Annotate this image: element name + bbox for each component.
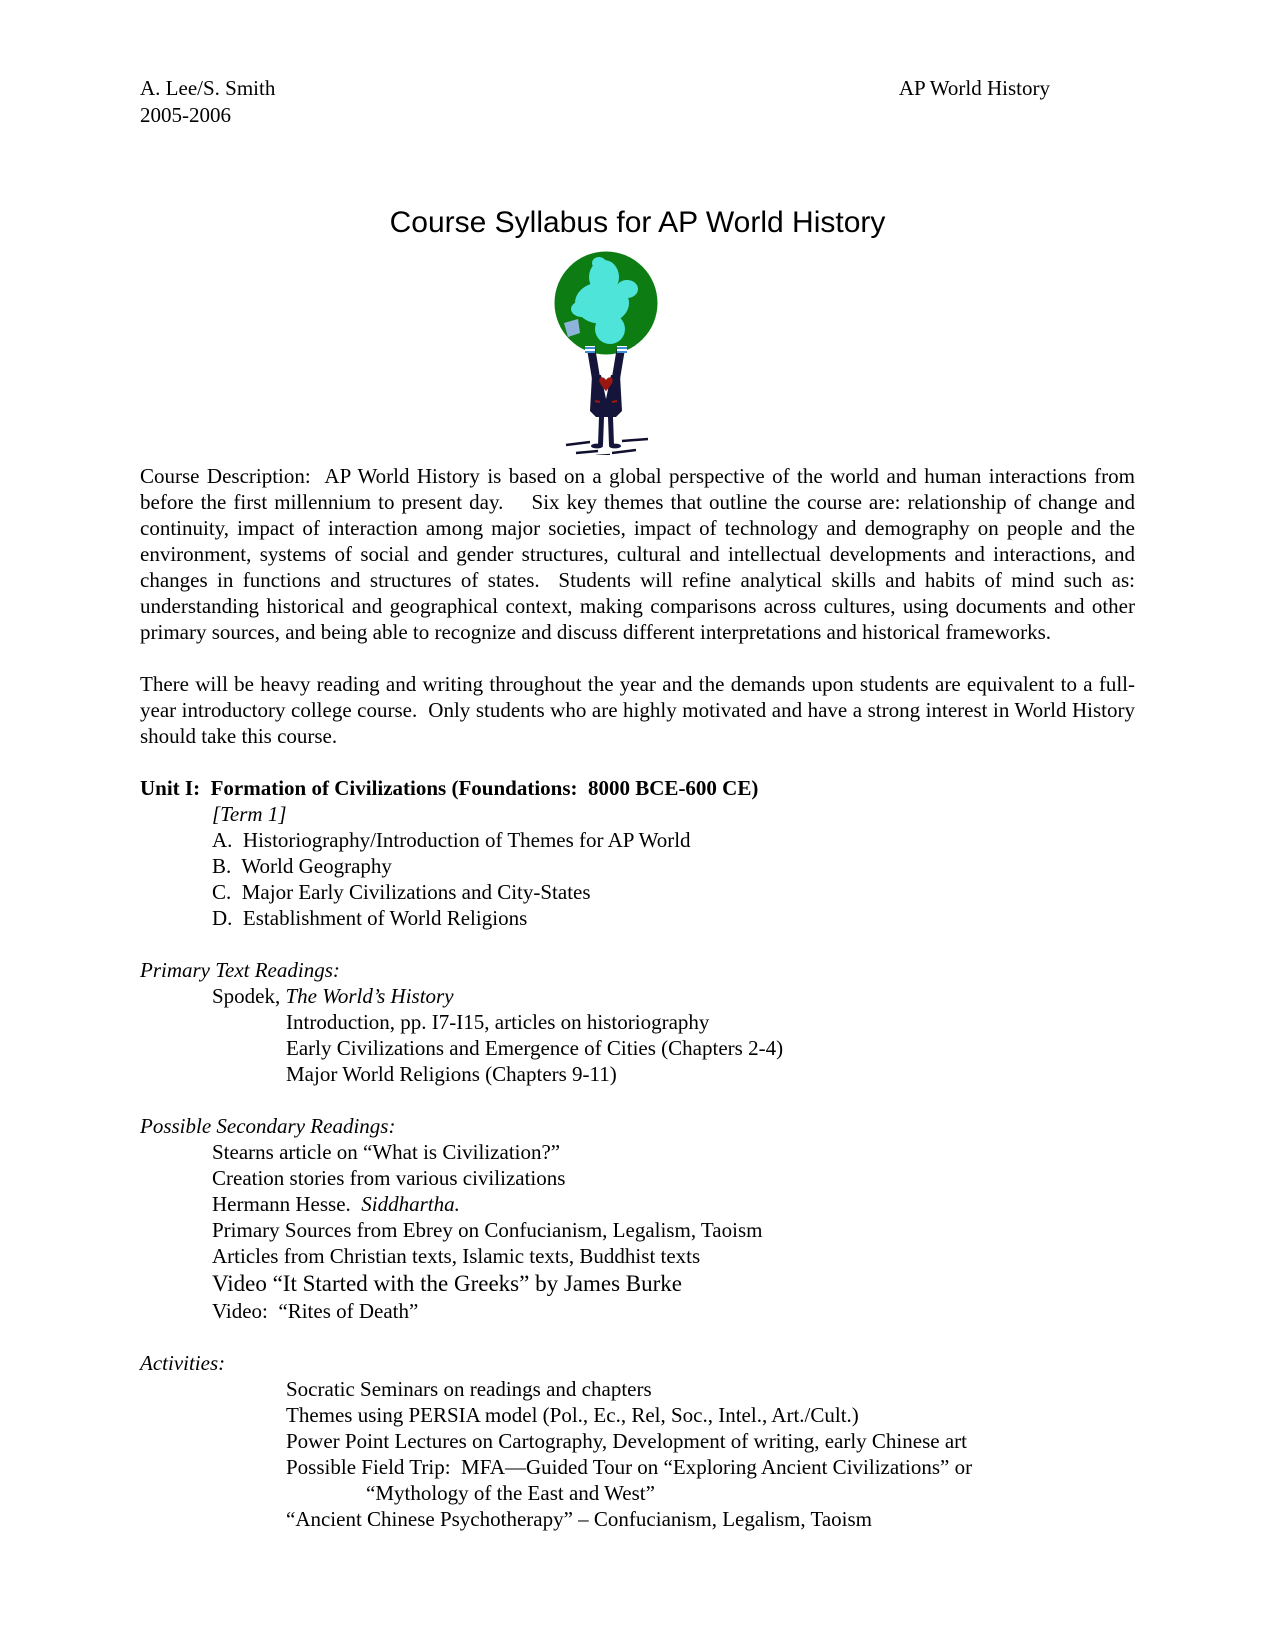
unit1-topic-d: D. Establishment of World Religions [212,906,528,930]
unit1-topic-a: A. Historiography/Introduction of Themes for AP World [212,828,691,852]
primary-reading-item: Introduction, pp. I7-I15, articles on historiography [286,1010,710,1034]
activity-item: Themes using PERSIA model (Pol., Ec., Rel, Soc., Intel., Art./Cult.) [286,1403,859,1427]
author-names: A. Lee/S. Smith [140,76,276,100]
header-left [140,75,275,129]
school-year: 2005-2006 [140,103,231,127]
unit1-topic-c: C. Major Early Civilizations and City-States [212,880,591,904]
secondary-reading-item: Video “It Started with the Greeks” by James Burke [212,1271,682,1296]
primary-readings-heading: Primary Text Readings: [140,958,340,982]
hesse-author: Hermann Hesse. [212,1192,362,1216]
ground-shadow [566,439,648,455]
secondary-reading-item: Creation stories from various civilizations [212,1166,566,1190]
secondary-reading-item: Stearns article on “What is Civilization?” [212,1140,561,1164]
course-name: AP World History [898,76,1050,100]
page-title: Course Syllabus for AP World History [389,206,886,239]
secondary-readings-heading: Possible Secondary Readings: [140,1114,396,1138]
activity-item: “Mythology of the East and West” [366,1481,655,1505]
expectations-paragraph: There will be heavy reading and writing throughout the year and the demands upon students are equivalent to a full-year introductory college course. Only students who are highly motivated and have a strong interest in World History should take this course. [140,672,1141,748]
unit1-topic-b: B. World Geography [212,854,392,878]
secondary-reading-item: Primary Sources from Ebrey on Confucianism, Legalism, Taoism [212,1218,763,1242]
activities-section [140,1350,1135,1532]
primary-reading-item: Early Civilizations and Emergence of Cities (Chapters 2-4) [286,1036,784,1060]
unit1-term: [Term 1] [212,802,287,826]
course-description: Course Description: AP World History is based on a global perspective of the world and human interactions from before the first millennium to present day. Six key themes that outline the course are: relationship of change and continuity, impact of interaction among major societies, impact of technology and demography on people and the environment, systems of social and gender structures, cultural and intellectual developments and interactions, and changes in functions and structures of states. Students will refine analytical skills and habits of mind such as: understanding historical and geographical context, making comparisons across cultures, using documents and other primary sources, and being able to recognize and discuss different interpretations and historical frameworks. [140,464,1141,644]
primary-reading-item: Major World Religions (Chapters 9-11) [286,1062,617,1086]
activity-item: Socratic Seminars on readings and chapters [286,1377,652,1401]
globe-icon [554,252,657,355]
book-title: The World’s History [285,984,454,1008]
hesse-title: Siddhartha. [361,1192,460,1216]
activities-heading: Activities: [140,1351,226,1375]
unit1-heading: Unit I: Formation of Civilizations (Foundations: 8000 BCE-600 CE) [140,776,759,800]
secondary-reading-item [140,1191,1135,1217]
secondary-readings-section [140,1113,1135,1324]
activity-item: Possible Field Trip: MFA—Guided Tour on “Exploring Ancient Civilizations” or [286,1455,973,1479]
activity-item: “Ancient Chinese Psychotherapy” – Confucianism, Legalism, Taoism [286,1507,873,1531]
clipart-container [140,249,1135,455]
secondary-reading-item: Video: “Rites of Death” [212,1299,419,1323]
document-header [140,75,1135,129]
activity-item: Power Point Lectures on Cartography, Development of writing, early Chinese art [286,1429,967,1453]
person-icon [585,346,627,448]
unit1-section [140,775,1135,931]
primary-readings-book [140,983,1135,1009]
secondary-reading-item: Articles from Christian texts, Islamic texts, Buddhist texts [212,1244,701,1268]
book-author: Spodek, [212,984,286,1008]
atlas-globe-clipart [540,249,672,455]
primary-text-readings-section [140,957,1135,1087]
